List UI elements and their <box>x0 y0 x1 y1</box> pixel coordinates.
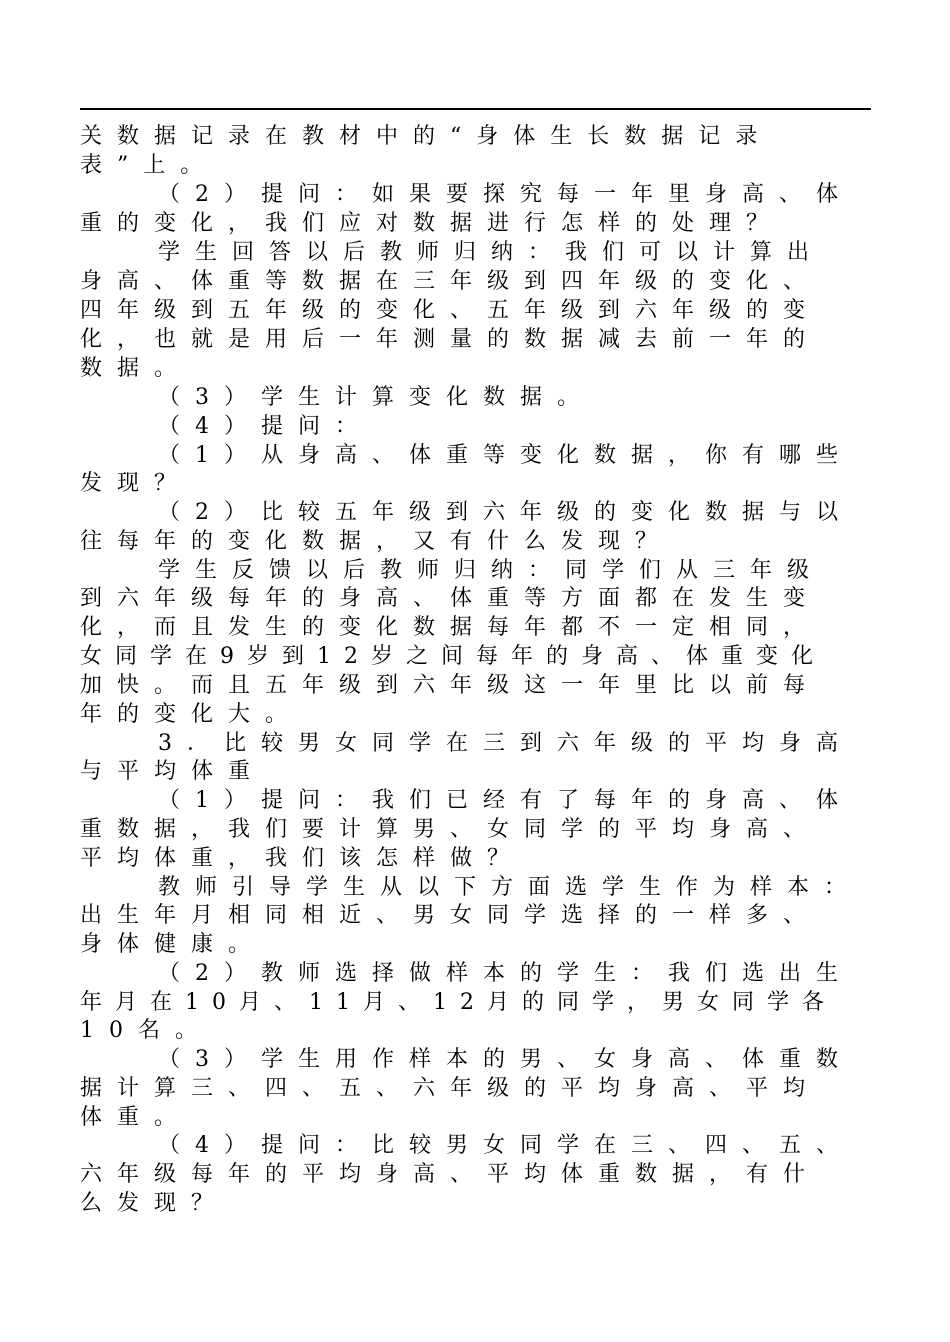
text-line: 教师引导学生从以下方面选学生作为样本： <box>158 875 862 900</box>
text-line: 身高、体重等数据在三年级到四年级的变化、 <box>80 269 821 294</box>
text-line: 么发现？ <box>80 1191 229 1216</box>
text-line: 发现？ <box>80 471 192 496</box>
text-line: 数据。 <box>80 356 192 381</box>
text-line: 加快。而且五年级到六年级这一年里比以前每 <box>80 673 821 698</box>
text-line: 10名。 <box>80 1018 212 1043</box>
text-line: 重数据，我们要计算男、女同学的平均身高、 <box>80 817 821 842</box>
text-line: 出生年月相同相近、男女同学选择的一样多、 <box>80 903 821 928</box>
text-line: （3）学生用作样本的男、女身高、体重数 <box>158 1047 853 1072</box>
text-line: （4）提问： <box>158 414 372 439</box>
text-line: 平均体重，我们该怎样做？ <box>80 846 525 871</box>
text-line: （1）提问：我们已经有了每年的身高、体 <box>158 788 853 813</box>
text-line: 年月在10月、11月、12月的同学，男女同学各 <box>80 990 837 1015</box>
text-line: 关数据记录在教材中的“身体生长数据记录 <box>80 124 773 149</box>
text-line: 学生回答以后教师归纳：我们可以计算出 <box>158 240 825 265</box>
text-line: 表”上。 <box>80 153 218 178</box>
text-line: 六年级每年的平均身高、平均体重数据，有什 <box>80 1162 821 1187</box>
text-line: （2）提问：如果要探究每一年里身高、体 <box>158 182 853 207</box>
text-line: 3．比较男女同学在三到六年级的平均身高 <box>158 731 853 756</box>
text-line: 体重。 <box>80 1105 192 1130</box>
text-line: （2）比较五年级到六年级的变化数据与以 <box>158 500 853 525</box>
text-line: （2）教师选择做样本的学生：我们选出生 <box>158 961 853 986</box>
text-line: 身体健康。 <box>80 932 266 957</box>
text-line: 到六年级每年的身高、体重等方面都在发生变 <box>80 586 821 611</box>
text-line: 与平均体重 <box>80 759 266 784</box>
text-line: 往每年的变化数据，又有什么发现？ <box>80 529 673 554</box>
text-line: 年的变化大。 <box>80 702 303 727</box>
header-rule <box>80 108 871 110</box>
text-line: 化，而且发生的变化数据每年都不一定相同， <box>80 615 821 640</box>
text-line: 女同学在9岁到12岁之间每年的身高、体重变化 <box>80 644 826 669</box>
text-line: 化，也就是用后一年测量的数据减去前一年的 <box>80 327 821 352</box>
text-line: 四年级到五年级的变化、五年级到六年级的变 <box>80 298 821 323</box>
text-line: （3）学生计算变化数据。 <box>158 385 594 410</box>
text-line: （4）提问：比较男女同学在三、四、五、 <box>158 1133 853 1158</box>
text-line: 学生反馈以后教师归纳：同学们从三年级 <box>158 558 825 583</box>
text-line: （1）从身高、体重等变化数据，你有哪些 <box>158 443 853 468</box>
text-line: 据计算三、四、五、六年级的平均身高、平均 <box>80 1076 821 1101</box>
text-line: 重的变化，我们应对数据进行怎样的处理？ <box>80 211 784 236</box>
